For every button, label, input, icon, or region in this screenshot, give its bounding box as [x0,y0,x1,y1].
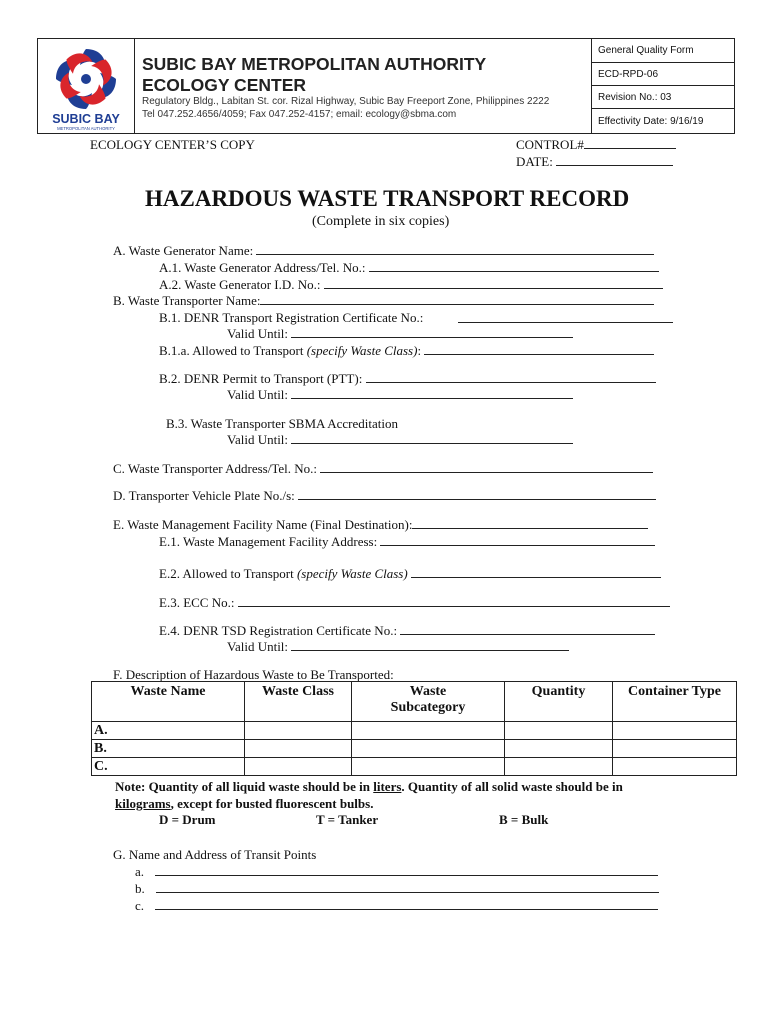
field-e2-italic: (specify Waste Class) [296,566,408,581]
field-a2-label: A.2. Waste Generator I.D. No.: [159,277,321,292]
date-field[interactable] [556,154,673,166]
org-name: SUBIC BAY METROPOLITAN AUTHORITY [142,54,487,74]
table-row [92,758,737,776]
b3-valid-until-field[interactable] [291,432,573,444]
field-e1-label: E.1. Waste Management Facility Address: [159,534,378,549]
table-cell[interactable] [613,740,737,758]
col-container-type: Container Type [613,682,737,722]
field-b1a-colon: : [417,343,422,358]
transit-point-b [135,881,659,897]
note-line-2 [115,796,373,812]
transporter-address-field[interactable] [320,461,653,473]
field-a2 [159,277,663,293]
valid-until-label: Valid Until: [227,387,289,402]
field-a-label: A. Waste Generator Name: [113,243,254,258]
table-header-row [92,682,737,722]
table-cell[interactable] [352,758,505,776]
facility-address-field[interactable] [380,534,655,546]
note-text-1: Note: Quantity of all liquid waste should be in [115,779,374,794]
field-e3-label: E.3. ECC No.: [159,595,235,610]
e2-waste-class-field[interactable] [411,566,661,578]
field-a1-label: A.1. Waste Generator Address/Tel. No.: [159,260,366,275]
transit-point-c [135,898,658,914]
transit-label-c: c. [135,898,145,913]
field-e1 [159,534,655,550]
org-contact: Tel 047.252.4656/4059; Fax 047.252-4157; email: ecology@sbma.com [142,109,457,120]
table-cell[interactable] [245,722,352,740]
field-b1-valid [227,326,573,342]
logo-text: SUBIC BAY [52,112,120,126]
col-waste-name: Waste Name [92,682,245,722]
valid-until-label: Valid Until: [227,326,289,341]
transporter-name-field[interactable] [260,293,654,305]
field-e4 [159,623,655,639]
logo-cell [38,39,135,133]
control-number [516,137,676,153]
transport-cert-field[interactable] [458,311,673,323]
field-e [113,517,648,533]
field-f-label: F. Description of Hazardous Waste to Be Transported: [113,667,394,682]
facility-name-field[interactable] [412,517,648,529]
table-cell[interactable] [352,740,505,758]
transit-point-a [135,864,658,880]
org-address: Regulatory Bldg., Labitan St. cor. Rizal Highway, Subic Bay Freeport Zone, Philippines 2222 [142,96,550,107]
date-label: DATE: [516,154,553,169]
b1-valid-until-field[interactable] [291,326,573,338]
transit-point-a-field[interactable] [155,864,658,876]
copy-label: ECOLOGY CENTER’S COPY [90,137,255,152]
row-label-a: A. [92,722,245,740]
table-cell[interactable] [613,722,737,740]
b1a-waste-class-field[interactable] [424,343,654,355]
field-e4-valid [227,639,569,655]
waste-generator-name-field[interactable] [256,243,654,255]
legend-tanker: T = Tanker [316,812,379,827]
table-cell[interactable] [505,740,613,758]
field-b2 [159,371,656,387]
logo-subtext: METROPOLITAN AUTHORITY [57,126,115,131]
field-c [113,461,653,477]
field-e-label: E. Waste Management Facility Name (Final Destination): [113,517,413,532]
transit-label-b: b. [135,881,145,896]
note-text-3: , except for busted fluorescent bulbs. [170,796,374,811]
control-label: CONTROL# [516,137,584,152]
vehicle-plate-field[interactable] [298,488,656,500]
b2-valid-until-field[interactable] [291,387,573,399]
e4-valid-until-field[interactable] [291,639,569,651]
org-unit: ECOLOGY CENTER [142,75,307,95]
field-g-label: G. Name and Address of Transit Points [113,847,317,862]
table-cell[interactable] [352,722,505,740]
field-b [113,293,654,309]
field-b3-valid [227,432,573,448]
meta-revision: Revision No.: 03 [591,86,735,109]
row-label-c: C. [92,758,245,776]
valid-until-label: Valid Until: [227,639,289,654]
field-b3 [166,416,398,432]
table-cell[interactable] [245,758,352,776]
table-cell[interactable] [613,758,737,776]
meta-form-code: ECD-RPD-06 [591,63,735,86]
field-e3 [159,595,670,611]
field-b1a-italic: (specify Waste Class) [306,343,418,358]
field-d [113,488,656,504]
field-e2 [159,566,661,582]
field-b2-valid [227,387,573,403]
field-e2-label: E.2. Allowed to Transport [159,566,297,581]
waste-description-table [91,681,737,776]
note-text-2: . Quantity of all solid waste should be in [401,779,623,794]
field-b-label: B. Waste Transporter Name: [113,293,261,308]
form-meta [591,39,735,133]
transit-point-b-field[interactable] [156,881,659,893]
field-e4-label: E.4. DENR TSD Registration Certificate No.: [159,623,398,638]
col-waste-class: Waste Class [245,682,352,722]
table-cell[interactable] [505,758,613,776]
field-d-label: D. Transporter Vehicle Plate No./s: [113,488,295,503]
legend-drum: D = Drum [159,812,216,827]
table-row [92,722,737,740]
field-b1-label: B.1. DENR Transport Registration Certificate No.: [159,310,424,325]
note-line-1 [115,779,623,795]
field-b3-label: B.3. Waste Transporter SBMA Accreditation [166,416,398,431]
generator-id-field[interactable] [324,277,663,289]
field-b1a-label: B.1.a. Allowed to Transport [159,343,307,358]
ecc-field[interactable] [238,595,670,607]
field-c-label: C. Waste Transporter Address/Tel. No.: [113,461,317,476]
meta-effectivity: Effectivity Date: 9/16/19 [591,109,735,133]
field-g [113,847,316,863]
field-b1 [159,310,423,326]
meta-form-type: General Quality Form [591,39,735,63]
table-cell[interactable] [505,722,613,740]
ptt-field[interactable] [366,371,656,383]
control-number-field[interactable] [584,137,676,149]
table-cell[interactable] [245,740,352,758]
sbma-logo [38,39,134,133]
form-header [37,38,735,134]
col-quantity: Quantity [505,682,613,722]
form-title: HAZARDOUS WASTE TRANSPORT RECORD [145,186,630,211]
tsd-cert-field[interactable] [400,623,655,635]
transit-label-a: a. [135,864,145,879]
table-row [92,740,737,758]
generator-address-field[interactable] [369,260,659,272]
note-liters: liters [373,779,402,794]
col-waste-subcategory: Waste Subcategory [352,682,505,722]
transit-point-c-field[interactable] [155,898,658,910]
field-b2-label: B.2. DENR Permit to Transport (PTT): [159,371,363,386]
field-a1 [159,260,659,276]
field-b1a [159,343,654,359]
row-label-b: B. [92,740,245,758]
note-kilograms: kilograms [115,796,171,811]
valid-until-label: Valid Until: [227,432,289,447]
date-line [516,154,673,170]
legend-bulk: B = Bulk [499,812,549,827]
field-a [113,243,654,259]
form-subtitle: (Complete in six copies) [312,214,450,229]
